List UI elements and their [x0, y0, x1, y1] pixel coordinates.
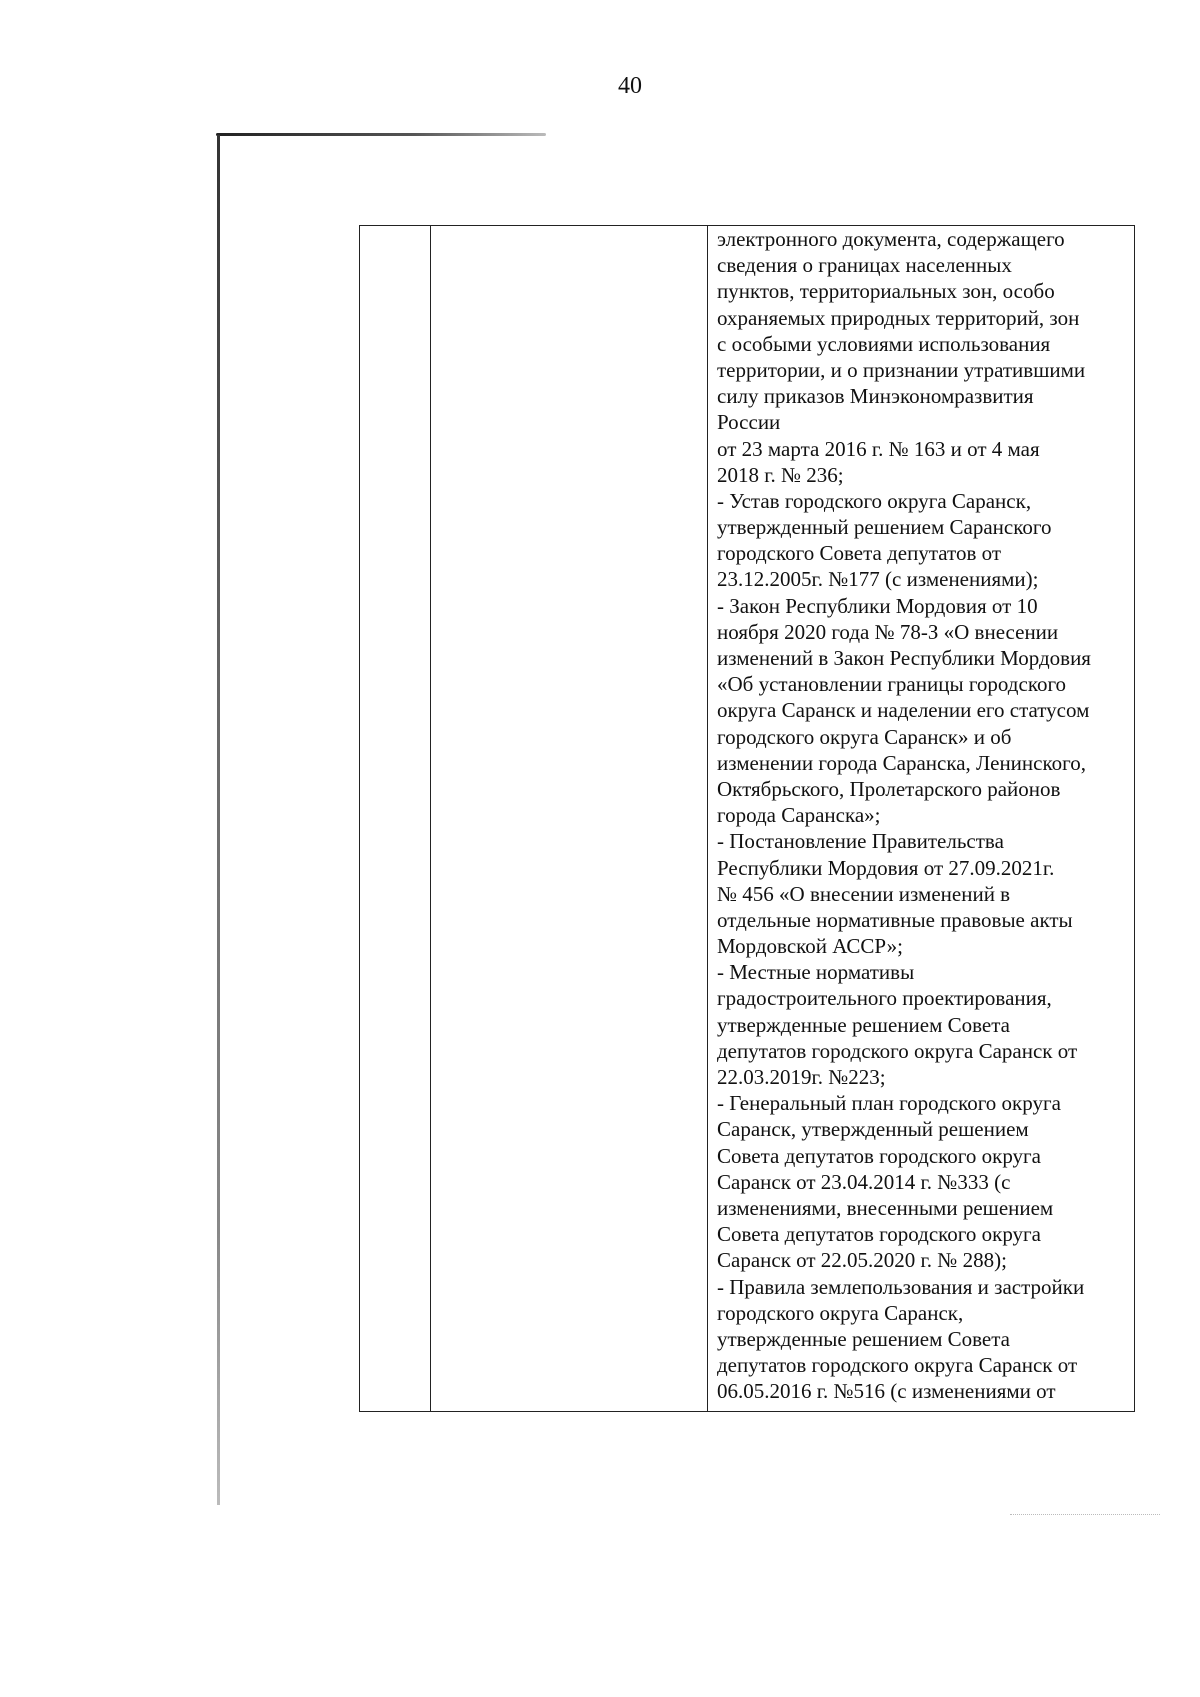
text-line: Саранск, утвержденный решением — [717, 1117, 1029, 1142]
column-divider — [707, 226, 708, 1411]
text-line: городского округа Саранск» и об — [717, 724, 1012, 749]
scan-artifact — [1010, 1514, 1160, 1516]
text-line: - Местные нормативы — [717, 960, 915, 985]
scan-edge-left — [217, 135, 220, 1505]
text-line: утвержденные решением Совета — [717, 1326, 1010, 1351]
text-line: электронного документа, содержащего — [717, 227, 1065, 251]
text-line: России — [717, 410, 781, 435]
text-line: депутатов городского округа Саранск от — [717, 1038, 1078, 1063]
page-number: 40 — [618, 73, 642, 99]
text-line: 06.05.2016 г. №516 (с изменениями от — [717, 1379, 1056, 1404]
column-divider — [430, 226, 431, 1411]
text-line: депутатов городского округа Саранск от — [717, 1353, 1078, 1378]
document-table — [359, 225, 1135, 1412]
text-line: охраняемых природных территорий, зон — [717, 305, 1080, 330]
text-line: Совета депутатов городского округа — [717, 1222, 1041, 1247]
text-line: утвержденные решением Совета — [717, 1012, 1010, 1037]
text-line: Октябрьского, Пролетарского районов — [717, 776, 1061, 801]
text-line: изменений в Закон Республики Мордовия — [717, 646, 1091, 670]
text-line: Мордовской АССР»; — [717, 934, 903, 959]
text-line: городского округа Саранск, — [717, 1300, 964, 1325]
text-line: - Постановление Правительства — [717, 829, 1004, 854]
text-line: 23.12.2005г. №177 (с изменениями); — [717, 567, 1039, 592]
text-line: сведения о границах населенных — [717, 253, 1012, 278]
text-line: № 456 «О внесении изменений в — [717, 881, 1011, 906]
text-line: изменениями, внесенными решением — [717, 1195, 1054, 1220]
text-line: 22.03.2019г. №223; — [717, 1065, 886, 1089]
text-line: пунктов, территориальных зон, особо — [717, 279, 1055, 304]
text-line: 2018 г. № 236; — [717, 462, 844, 487]
text-line: Саранск от 23.04.2014 г. №333 (с — [717, 1169, 1011, 1194]
text-line: изменении города Саранска, Ленинского, — [717, 750, 1086, 775]
text-line: - Правила землепользования и застройки — [717, 1274, 1085, 1299]
text-line: силу приказов Минэкономразвития — [717, 384, 1034, 409]
text-line: - Генеральный план городского округа — [717, 1091, 1061, 1116]
text-line: территории, и о признании утратившими — [717, 357, 1086, 382]
text-line: «Об установлении границы городского — [717, 672, 1067, 697]
text-line: городского Совета депутатов от — [717, 541, 1002, 566]
text-line: градостроительного проектирования, — [717, 986, 1052, 1011]
text-line: округа Саранск и наделении его статусом — [717, 698, 1090, 723]
text-line: с особыми условиями использования — [717, 331, 1051, 356]
scan-edge-top — [216, 133, 546, 136]
text-line: - Устав городского округа Саранск, — [717, 488, 1032, 513]
text-line: ноября 2020 года № 78-З «О внесении — [717, 619, 1059, 644]
text-line: отдельные нормативные правовые акты — [717, 907, 1073, 932]
text-line: - Закон Республики Мордовия от 10 — [717, 593, 1038, 618]
text-line: Совета депутатов городского округа — [717, 1143, 1041, 1168]
text-line: города Саранска»; — [717, 803, 881, 828]
text-line: Республики Мордовия от 27.09.2021г. — [717, 855, 1055, 880]
text-line: от 23 марта 2016 г. № 163 и от 4 мая — [717, 436, 1040, 461]
table-cell-legal-basis — [717, 226, 1130, 1411]
text-line: Саранск от 22.05.2020 г. № 288); — [717, 1248, 1007, 1273]
text-line: утвержденный решением Саранского — [717, 515, 1052, 540]
